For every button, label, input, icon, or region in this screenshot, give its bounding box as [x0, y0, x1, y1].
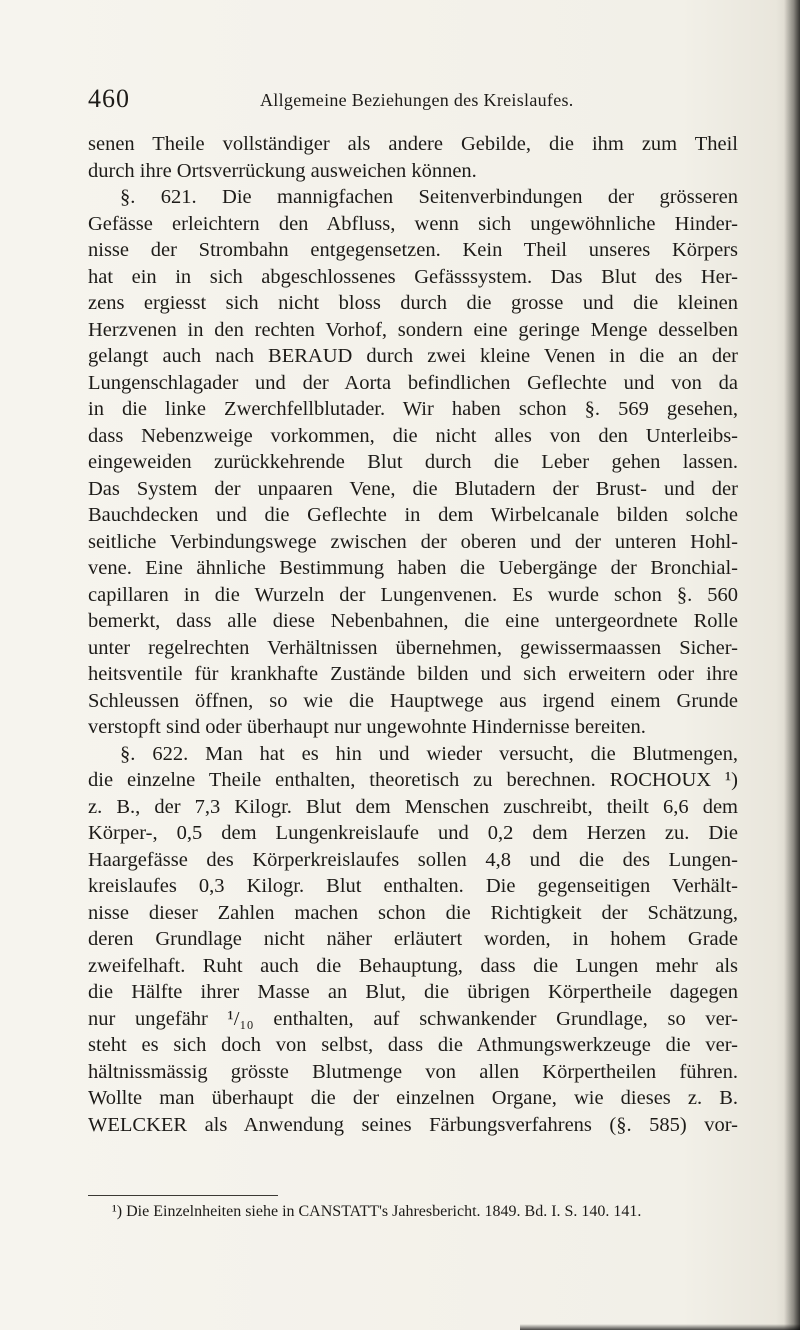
page-number: 460 — [88, 84, 130, 113]
text-line: Schleussen öffnen, so wie die Hauptwege aus irgend einem Grunde — [88, 689, 738, 712]
text-line: hat ein in sich abgeschlossenes Gefässsystem. Das Blut des Her- — [88, 265, 738, 288]
running-head: Allgemeine Beziehungen des Kreislaufes. — [260, 90, 574, 110]
text-line: zweifelhaft. Ruht auch die Behauptung, dass die Lungen mehr als — [88, 954, 738, 977]
text-line: hältnissmässig grösste Blutmenge von allen Körpertheilen führen. — [88, 1060, 738, 1083]
text-line: §. 622. Man hat es hin und wieder versucht, die Blutmengen, — [120, 742, 738, 765]
text-line: durch ihre Ortsverrückung ausweichen können. — [88, 159, 477, 182]
text-line: kreislaufes 0,3 Kilogr. Blut enthalten. Die gegenseitigen Verhält- — [88, 875, 738, 897]
text-line: §. 621. Die mannigfachen Seitenverbindungen der grösseren — [120, 186, 738, 208]
text-line: die Hälfte ihrer Masse an Blut, die übrigen Körpertheile dagegen — [88, 981, 738, 1003]
text-line: Lungenschlagader und der Aorta befindlichen Geflechte und von da — [88, 371, 738, 394]
text-line: Haargefässe des Körperkreislaufes sollen 4,8 und die des Lungen- — [88, 848, 738, 871]
text-line: z. B., der 7,3 Kilogr. Blut dem Menschen zuschreibt, theilt 6,6 dem — [88, 795, 738, 818]
text-line: bemerkt, dass alle diese Nebenbahnen, die eine untergeordnete Rolle — [88, 610, 738, 632]
text-line: Bauchdecken und die Geflechte in dem Wirbelcanale bilden solche — [88, 504, 738, 526]
text-line: Herzvenen in den rechten Vorhof, sondern eine geringe Menge desselben — [88, 318, 738, 341]
page-bottom-edge — [520, 1324, 800, 1330]
text-line: Gefässe erleichtern den Abfluss, wenn sich ungewöhnliche Hinder- — [88, 212, 738, 235]
footnote: ¹) Die Einzelnheiten siehe in CANSTATT's Jahresbericht. 1849. Bd. I. S. 140. 141. — [112, 1203, 642, 1220]
text-line: nur ungefähr ¹/₁₀ enthalten, auf schwankender Grundlage, so ver- — [88, 1007, 738, 1030]
text-line: gelangt auch nach BERAUD durch zwei kleine Venen in die an der — [88, 345, 738, 367]
text-line: capillaren in die Wurzeln der Lungenvenen. Es wurde schon §. 560 — [88, 583, 738, 606]
text-line: unter regelrechten Verhältnissen übernehmen, gewissermaassen Sicher- — [88, 636, 738, 659]
text-line: dass Nebenzweige vorkommen, die nicht alles von den Unterleibs- — [88, 424, 738, 447]
text-line: deren Grundlage nicht näher erläutert worden, in hohem Grade — [88, 928, 738, 950]
page-header — [88, 84, 748, 114]
text-line: vene. Eine ähnliche Bestimmung haben die Uebergänge der Bronchial- — [88, 557, 738, 579]
text-line: in die linke Zwerchfellblutader. Wir haben schon §. 569 gesehen, — [88, 398, 738, 420]
text-line: steht es sich doch von selbst, dass die Athmungswerkzeuge die ver- — [88, 1034, 738, 1056]
text-line: senen Theile vollständiger als andere Gebilde, die ihm zum Theil — [88, 133, 738, 155]
text-line: Wollte man überhaupt die der einzelnen Organe, wie dieses z. B. — [88, 1087, 738, 1109]
body-text — [88, 131, 738, 1138]
text-line: nisse der Strombahn entgegensetzen. Kein Theil unseres Körpers — [88, 239, 738, 261]
footnote-divider — [88, 1195, 278, 1196]
text-line: heitsventile für krankhafte Zustände bilden und sich erweitern oder ihre — [88, 663, 738, 685]
text-line: die einzelne Theile enthalten, theoretisch zu berechnen. ROCHOUX ¹) — [88, 769, 738, 791]
page-edge-shadow — [784, 0, 800, 1330]
text-line: zens ergiesst sich nicht bloss durch die grosse und die kleinen — [88, 292, 738, 314]
text-line: seitliche Verbindungswege zwischen der oberen und der unteren Hohl- — [88, 530, 738, 553]
text-line: verstopft sind oder überhaupt nur ungewohnte Hindernisse bereiten. — [88, 716, 646, 738]
text-line: Körper-, 0,5 dem Lungenkreislaufe und 0,2 dem Herzen zu. Die — [88, 822, 738, 844]
text-line: eingeweiden zurückkehrende Blut durch die Leber gehen lassen. — [88, 451, 738, 473]
text-line: WELCKER als Anwendung seines Färbungsverfahrens (§. 585) vor- — [88, 1113, 738, 1136]
text-line: nisse dieser Zahlen machen schon die Richtigkeit der Schätzung, — [88, 901, 738, 924]
text-line: Das System der unpaaren Vene, die Blutadern der Brust- und der — [88, 477, 738, 500]
